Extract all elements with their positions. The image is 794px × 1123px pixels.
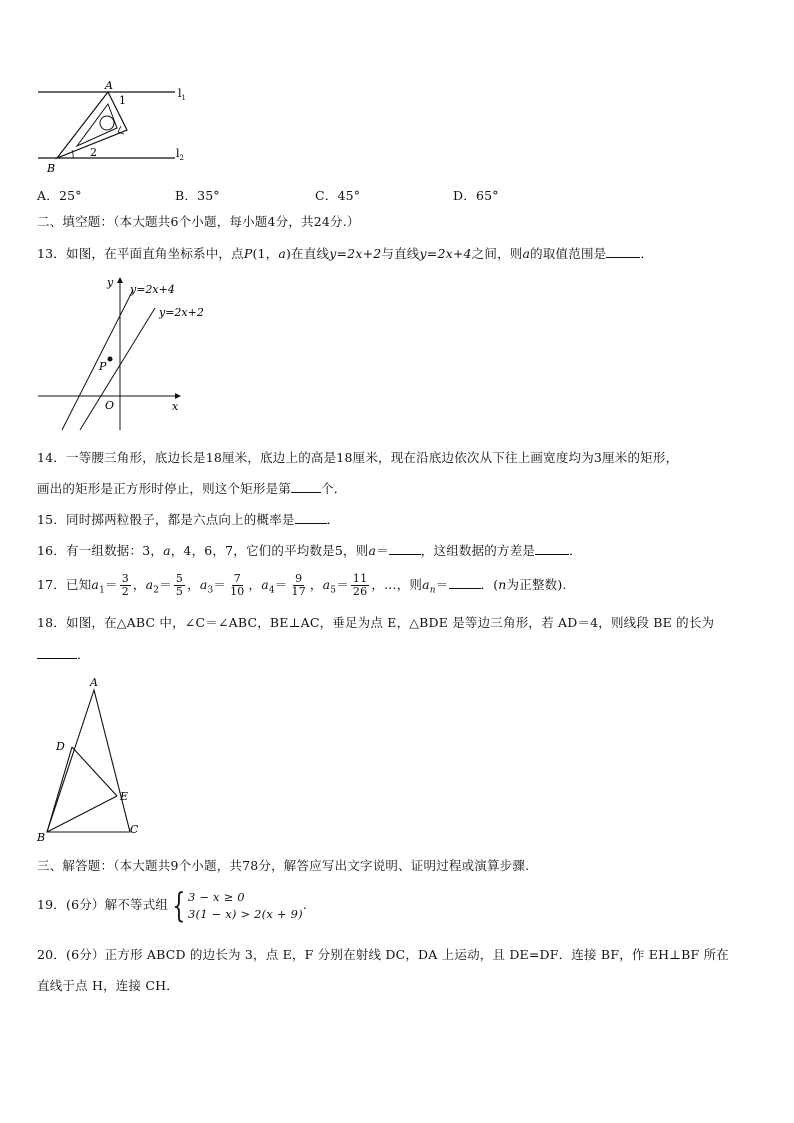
label-E: E [120, 790, 129, 803]
ruler-hole [100, 116, 114, 130]
q12-figure [35, 80, 195, 175]
label-2: 2 [90, 146, 97, 159]
choice-a[interactable]: A．25° [37, 188, 82, 203]
q20-line1: 20．(6分）正方形 ABCD 的边长为 3，点 E，F 分别在射线 DC，DA 上运动，且 DE=DF．连接 BF，作 EH⊥BF 所在 [37, 947, 729, 962]
q14-answer-blank[interactable] [291, 480, 321, 493]
label-A: A [90, 676, 98, 689]
point-P-label: P [99, 360, 107, 373]
q16-text: 16．有一组数据：3，a，4，6，7，它们的平均数是5，则a＝ ，这组数据的方差是 ． [37, 543, 582, 558]
q13-text: 13．如图，在平面直角坐标系中，点P(1，a)在直线y=2x+2与直线y=2x+4之间，则a的取值范围是 ． [37, 246, 654, 261]
x-axis-label: x [172, 400, 179, 413]
q18-line2: ． [37, 646, 90, 664]
origin-label: O [105, 399, 115, 412]
q18-answer-blank[interactable] [37, 646, 77, 659]
choice-c[interactable]: C．45° [315, 188, 361, 203]
line-2x-plus-4 [62, 290, 133, 430]
label-l1: $l_1$ [178, 87, 186, 102]
q14-line1: 14．一等腰三角形，底边长是18厘米，底边上的高是18厘米，现在沿底边依次从下往上画宽度均为3厘米的矩形， [37, 450, 679, 465]
choice-b[interactable]: B．35° [175, 188, 220, 203]
label-B: B [37, 831, 46, 842]
q18-line1: 18．如图，在△ABC 中，∠C＝∠ABC，BE⊥AC，垂足为点 E，△BDE 是等边三角形，若 AD＝4，则线段 BE 的长为 [37, 615, 715, 630]
label-C: C [130, 823, 139, 836]
line-top-label: y=2x+4 [130, 283, 175, 296]
line-bottom-label: y=2x+2 [159, 306, 204, 319]
q15-text: 15．同时掷两粒骰子，都是六点向上的概率是 ． [37, 512, 340, 527]
label-1: 1 [119, 94, 126, 107]
section2-header: 二、填空题：（本大题共6个小题，每小题4分，共24分.） [37, 214, 360, 229]
q17-text: 17．已知$a_1=$ $\frac{3}{2}$ ，$a_2=$ $\frac{5}{5}$ ，$a_3=$ $\frac{7}{10}$ ，$a_4=$ $\frac{9}{17}$ ，$a_5=$ $\frac{11}{26}$ ，…，则$a_n=$ ．(n为正整数). [37, 572, 567, 598]
label-B: B [47, 162, 56, 175]
frac-a4: $\frac{9}{17}$ [291, 572, 306, 598]
q15-answer-blank[interactable] [295, 511, 327, 524]
q16-answer-blank-a[interactable] [389, 542, 421, 555]
q19-text: 19．(6分）解不等式组 { 3 − x ≥ 0 3(1 − x) > 2(x + 9) . [37, 885, 307, 926]
line-2x-plus-2 [80, 308, 155, 430]
q13-answer-blank[interactable] [606, 245, 640, 258]
q20-line2: 直线于点 H，连接 CH． [37, 978, 179, 993]
section3-header: 三、解答题：（本大题共9个小题，共78分，解答应写出文字说明、证明过程或演算步骤. [37, 858, 530, 873]
label-D: D [56, 740, 65, 753]
label-l2: $l_2$ [176, 147, 184, 162]
q14-line2: 画出的矩形是正方形时停止，则这个矩形是第 个． [37, 481, 347, 496]
frac-a1: $\frac{3}{2}$ [121, 572, 129, 598]
choice-d[interactable]: D．65° [453, 188, 499, 203]
inequality-system: { 3 − x ≥ 0 3(1 − x) > 2(x + 9) [172, 885, 303, 926]
q16-answer-blank-variance[interactable] [535, 542, 569, 555]
q18-figure [35, 672, 150, 842]
frac-a3: $\frac{7}{10}$ [230, 572, 245, 598]
segment-BD [47, 747, 72, 832]
q17-answer-blank[interactable] [449, 576, 481, 589]
y-axis-label: y [107, 276, 114, 289]
point-P [108, 357, 113, 362]
frac-a2: $\frac{5}{5}$ [175, 572, 184, 598]
frac-a5: $\frac{11}{26}$ [352, 572, 368, 598]
q13-figure [35, 270, 235, 435]
label-A: A [105, 80, 113, 92]
